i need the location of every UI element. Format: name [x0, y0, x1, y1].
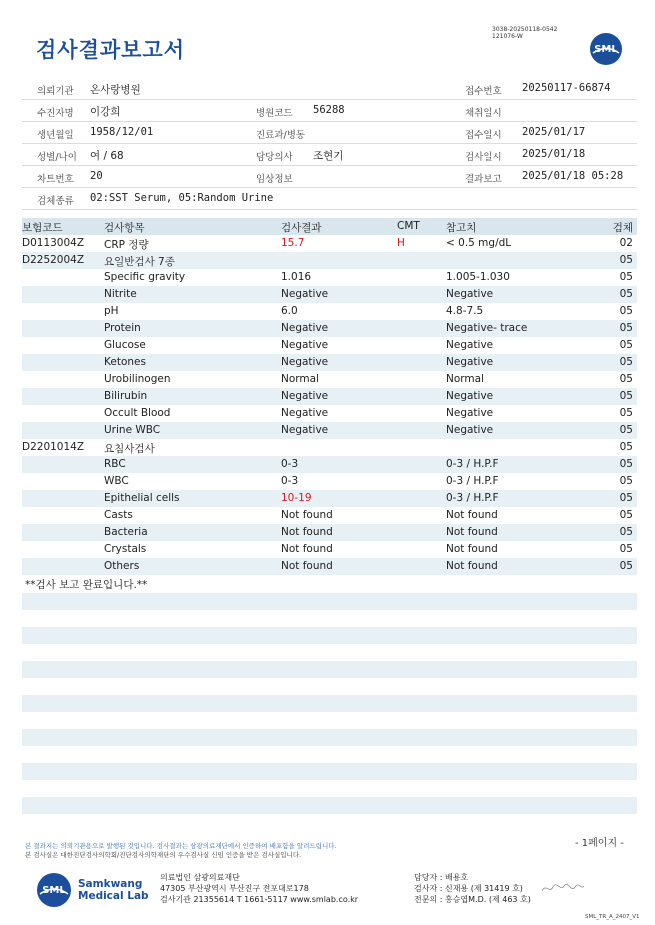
cell-result: Negative: [281, 390, 329, 402]
cell-specimen: 05: [619, 305, 633, 317]
table-header: [22, 218, 637, 235]
cell-result: 1.016: [281, 271, 312, 283]
table-row: [22, 252, 637, 269]
completion-note: **검사 보고 완료입니다.**: [25, 579, 148, 591]
cell-specimen: 05: [619, 543, 633, 555]
staff-specialist: 전문의 : 홍승엽M.D. (제 463 호): [414, 895, 531, 904]
info-row: [22, 166, 637, 188]
table-row: [22, 558, 637, 575]
table-row: [22, 388, 637, 405]
table-row: [22, 354, 637, 371]
table-row: [22, 371, 637, 388]
report-title: 검사결과보고서: [36, 38, 186, 62]
cell-specimen: 05: [619, 390, 633, 402]
cell-result: Normal: [281, 373, 319, 385]
cell-specimen: 05: [619, 407, 633, 419]
cell-specimen: 02: [619, 237, 633, 249]
table-row: [22, 303, 637, 320]
cell-item: Specific gravity: [104, 271, 186, 283]
cell-result: Negative: [281, 407, 329, 419]
staff-manager: 담당자 : 배용호: [414, 873, 469, 882]
cell-code: D2201014Z: [22, 441, 85, 453]
cell-item: Bacteria: [104, 526, 148, 538]
column-header: 검사항목: [104, 222, 145, 234]
footer-logo-text: SML: [42, 885, 66, 896]
table-row: [22, 422, 637, 439]
cell-specimen: 05: [619, 526, 633, 538]
cell-specimen: 05: [619, 458, 633, 470]
info-label: 의뢰기관: [37, 86, 74, 97]
cell-specimen: 05: [619, 509, 633, 521]
form-code: SML_TR_A_2407_V1: [585, 914, 640, 920]
blank-row: [22, 593, 637, 610]
cell-item: Casts: [104, 509, 133, 521]
cell-ref: Negative: [446, 424, 494, 436]
lab-info: [160, 872, 358, 905]
cell-item: Others: [104, 560, 140, 572]
table-row: [22, 507, 637, 524]
cell-item: Nitrite: [104, 288, 137, 300]
document-code-primary: 3038-20250118-0542: [492, 26, 558, 33]
info-value: 1958/12/01: [90, 126, 154, 138]
info-value: 이강희: [90, 106, 121, 118]
info-value: 온사랑병원: [90, 84, 141, 96]
logo-text: SML: [594, 44, 618, 55]
cell-specimen: 05: [619, 424, 633, 436]
cell-ref: 4.8-7.5: [446, 305, 484, 317]
cell-item: Ketones: [104, 356, 146, 368]
results-table: [22, 218, 637, 575]
table-row: [22, 524, 637, 541]
staff-info: [414, 872, 531, 905]
cell-result: Not found: [281, 526, 333, 538]
cell-item: pH: [104, 305, 119, 317]
info-value: 여 / 68: [90, 150, 124, 162]
cell-specimen: 05: [619, 560, 633, 572]
lab-address: 47305 부산광역시 부산진구 전포대로178: [160, 884, 309, 893]
cell-item: RBC: [104, 458, 126, 470]
cell-cmt: H: [397, 237, 405, 249]
cell-item: 요침사검사: [104, 443, 155, 455]
cell-item: CRP 정량: [104, 239, 149, 251]
info-value: 2025/01/18: [522, 148, 586, 160]
cell-code: D2252004Z: [22, 254, 85, 266]
table-row: [22, 541, 637, 558]
cell-ref: Negative: [446, 390, 494, 402]
cell-specimen: 05: [619, 288, 633, 300]
cell-code: D0113004Z: [22, 237, 85, 249]
cell-result: 6.0: [281, 305, 298, 317]
cell-ref: Normal: [446, 373, 484, 385]
cell-ref: Negative: [446, 356, 494, 368]
cell-result: Not found: [281, 560, 333, 572]
column-header: 보험코드: [22, 222, 63, 234]
cell-ref: 1.005-1.030: [446, 271, 510, 283]
info-label: 수진자명: [37, 108, 74, 119]
info-label: 진료과/병동: [256, 130, 306, 141]
cell-specimen: 05: [619, 475, 633, 487]
cell-result: 0-3: [281, 475, 299, 487]
cell-result: Negative: [281, 424, 329, 436]
info-value: 조현기: [313, 150, 344, 162]
column-header: 검체: [612, 222, 633, 234]
info-label: 차트번호: [37, 174, 74, 185]
info-label: 검체종류: [37, 196, 74, 207]
cell-item: Glucose: [104, 339, 146, 351]
cell-ref: 0-3 / H.P.F: [446, 492, 499, 504]
column-header: 참고치: [446, 222, 477, 234]
cell-specimen: 05: [619, 492, 633, 504]
table-row: [22, 439, 637, 456]
document-codes: [492, 26, 557, 40]
cell-result: Negative: [281, 356, 329, 368]
cell-item: Urine WBC: [104, 424, 161, 436]
info-row: [22, 78, 637, 100]
cell-specimen: 05: [619, 356, 633, 368]
patient-info: [22, 78, 637, 210]
cell-specimen: 05: [619, 254, 633, 266]
sml-footer-logo-icon: [36, 872, 72, 908]
info-label: 접수번호: [465, 86, 502, 97]
cell-ref: < 0.5 mg/dL: [446, 237, 512, 249]
table-row: [22, 473, 637, 490]
cell-item: Epithelial cells: [104, 492, 180, 504]
table-row: [22, 456, 637, 473]
cell-ref: Negative: [446, 407, 494, 419]
blank-row: [22, 797, 637, 814]
cell-result: Negative: [281, 339, 329, 351]
disclaimer-notice: 본 결과지는 의뢰기관용으로 발행된 것입니다. 검사결과는 삼광의료재단에서 인증하여 배포함을 알려드립니다.: [25, 842, 337, 850]
blank-row: [22, 661, 637, 678]
cell-item: Urobilinogen: [104, 373, 171, 385]
cell-result: Negative: [281, 322, 329, 334]
cell-ref: Negative: [446, 339, 494, 351]
table-body: [22, 235, 637, 575]
info-value: 56288: [313, 104, 345, 116]
cell-ref: 0-3 / H.P.F: [446, 458, 499, 470]
cell-result: 10-19: [281, 492, 312, 504]
info-value: 20: [90, 170, 103, 182]
accreditation-notice: 본 검사실은 대한진단검사의학회/진단검사의학재단의 우수검사실 신임 인증을 받은 검사실입니다.: [25, 851, 302, 859]
info-row: [22, 122, 637, 144]
info-label: 임상정보: [256, 174, 293, 185]
cell-specimen: 05: [619, 339, 633, 351]
table-row: [22, 320, 637, 337]
table-row: [22, 269, 637, 286]
table-row: [22, 490, 637, 507]
info-label: 성별/나이: [37, 152, 77, 163]
cell-item: Protein: [104, 322, 141, 334]
cell-ref: Negative- trace: [446, 322, 528, 334]
lab-name: 의료법인 삼광의료재단: [160, 873, 240, 882]
brand-line: Samkwang: [78, 878, 143, 890]
cell-ref: Not found: [446, 526, 498, 538]
info-label: 담당의사: [256, 152, 293, 163]
table-row: [22, 235, 637, 252]
info-row: [22, 188, 637, 210]
blank-row: [22, 729, 637, 746]
staff-examiner: 검사자 : 신재용 (제 31419 호): [414, 884, 523, 893]
cell-item: Occult Blood: [104, 407, 171, 419]
cell-ref: 0-3 / H.P.F: [446, 475, 499, 487]
column-header: CMT: [397, 220, 420, 232]
blank-row: [22, 695, 637, 712]
cell-ref: Not found: [446, 560, 498, 572]
info-label: 결과보고: [465, 174, 502, 185]
info-label: 접수일시: [465, 130, 502, 141]
cell-result: Not found: [281, 509, 333, 521]
info-label: 채취일시: [465, 108, 502, 119]
cell-ref: Not found: [446, 543, 498, 555]
cell-result: 0-3: [281, 458, 299, 470]
table-row: [22, 337, 637, 354]
info-row: [22, 100, 637, 122]
info-value: 02:SST Serum, 05:Random Urine: [90, 192, 274, 204]
blank-row: [22, 627, 637, 644]
cell-item: Bilirubin: [104, 390, 148, 402]
cell-ref: Negative: [446, 288, 494, 300]
signature-icon: [540, 880, 586, 896]
info-value: 2025/01/18 05:28: [522, 170, 624, 182]
blank-row: [22, 763, 637, 780]
info-label: 생년월일: [37, 130, 74, 141]
info-value: 2025/01/17: [522, 126, 586, 138]
info-row: [22, 144, 637, 166]
cell-specimen: 05: [619, 373, 633, 385]
info-value: 20250117-66874: [522, 82, 611, 94]
cell-specimen: 05: [619, 322, 633, 334]
table-row: [22, 286, 637, 303]
cell-result: 15.7: [281, 237, 305, 249]
info-label: 검사일시: [465, 152, 502, 163]
document-code-secondary: 121076-W: [492, 33, 523, 40]
sml-logo-icon: [589, 32, 623, 66]
table-row: [22, 405, 637, 422]
cell-result: Negative: [281, 288, 329, 300]
brand-name: [78, 878, 149, 902]
cell-specimen: 05: [619, 441, 633, 453]
page-number: - 1페이지 -: [575, 838, 624, 849]
info-label: 병원코드: [256, 108, 293, 119]
cell-item: Crystals: [104, 543, 147, 555]
cell-item: 요일반검사 7종: [104, 256, 175, 268]
brand-line: Medical Lab: [78, 890, 149, 902]
cell-result: Not found: [281, 543, 333, 555]
lab-contact: 검사기관 21355614 T 1661-5117 www.smlab.co.kr: [160, 895, 359, 904]
column-header: 검사결과: [281, 222, 322, 234]
cell-specimen: 05: [619, 271, 633, 283]
cell-item: WBC: [104, 475, 129, 487]
cell-ref: Not found: [446, 509, 498, 521]
